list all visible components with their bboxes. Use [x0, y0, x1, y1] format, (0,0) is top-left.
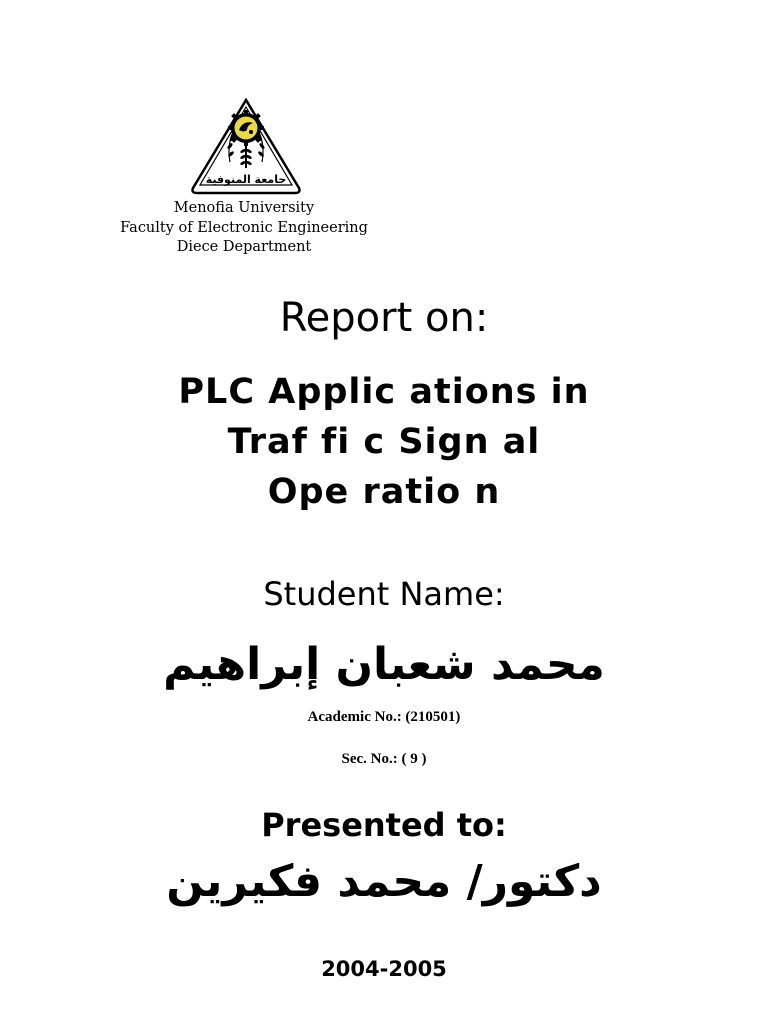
- report-title: [0, 367, 768, 517]
- university-seal-icon: [187, 96, 305, 196]
- presented-to-label: Presented to:: [261, 806, 507, 844]
- student-name: محمد شعبان إبراهيم: [163, 639, 605, 690]
- university-info: [104, 199, 384, 258]
- section-number: Sec. No.: ( 9 ): [341, 751, 427, 767]
- supervisor-name: دكتور/ محمد فكيرين: [166, 856, 602, 907]
- department-name: Diece Department: [176, 239, 312, 255]
- student-name-label: Student Name:: [263, 575, 505, 613]
- academic-year: 2004-2005: [321, 957, 447, 981]
- title-line-3: Ope ratio n: [267, 472, 501, 512]
- university-logo: [187, 96, 305, 196]
- svg-text:جامعة المنوفية: جامعة المنوفية: [205, 173, 287, 186]
- academic-number: Academic No.: (210501): [307, 709, 461, 725]
- faculty-name: Faculty of Electronic Engineering: [120, 219, 368, 236]
- title-line-2: Traf fi c Sign al: [227, 422, 541, 462]
- university-name: Menofia University: [173, 200, 315, 216]
- report-heading: Report on:: [279, 295, 489, 341]
- title-line-1: PLC Applic ations in: [178, 372, 590, 412]
